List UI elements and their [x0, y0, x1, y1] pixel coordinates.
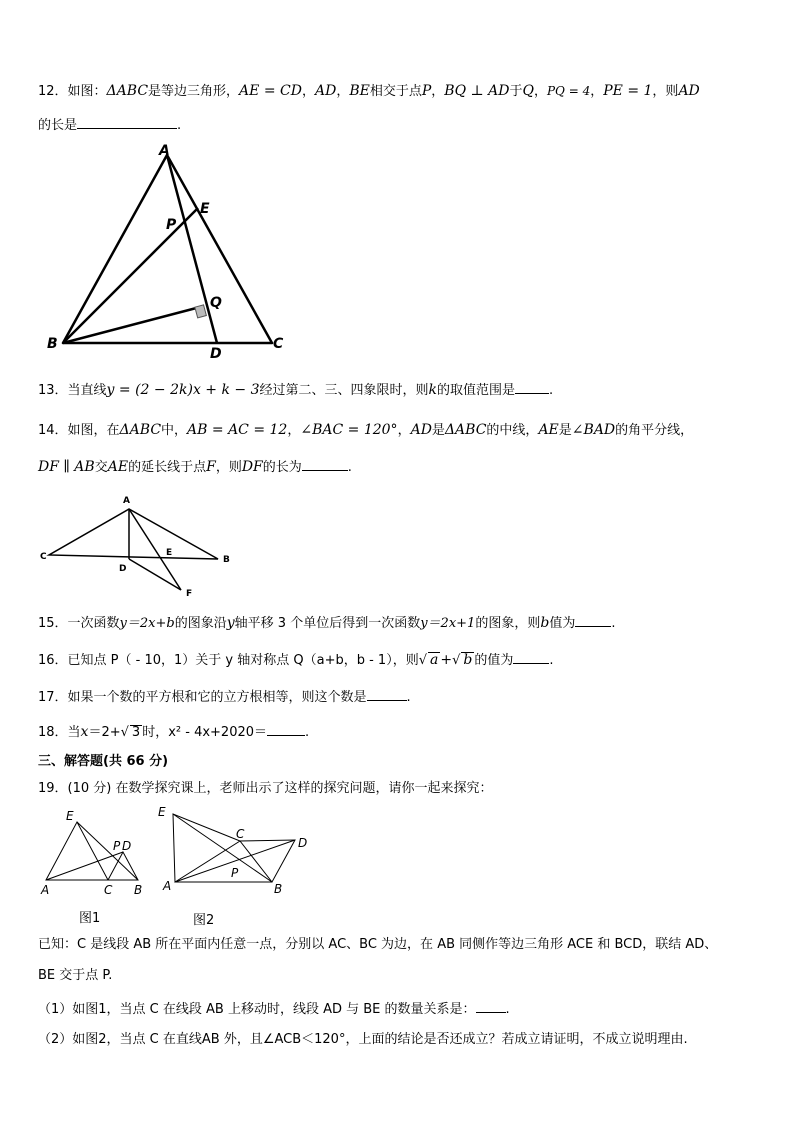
q13: 13．当直线y = (2 − 2k)x + k − 3经过第二、三、四象限时，则k的取值范围是 . — [38, 379, 553, 401]
label-c: C — [273, 336, 284, 352]
answer-blank[interactable] — [575, 612, 611, 627]
figure-caption: 图1 — [79, 911, 101, 926]
q18: 18．当x＝2+√ 3 时，x² - 4x+2020＝ . — [38, 721, 309, 743]
label-e: E — [166, 548, 173, 558]
label-p: P — [113, 839, 121, 853]
segment-be — [63, 208, 198, 343]
label-b: B — [223, 555, 230, 565]
label-d: D — [122, 839, 132, 853]
figure-q14 — [38, 492, 238, 602]
label-p: P — [166, 217, 177, 233]
label-f: F — [186, 589, 193, 599]
label-p: P — [231, 866, 239, 880]
answer-blank[interactable] — [367, 686, 407, 701]
q17: 17．如果一个数的平方根和它的立方根相等，则这个数是 . — [38, 686, 411, 708]
figure-q12 — [40, 140, 300, 360]
label-e: E — [200, 201, 210, 217]
label-d: D — [119, 564, 127, 574]
q19-given-line1: 已知：C 是线段 AB 所在平面内任意一点，分别以 AC、BC 为边，在 AB 同侧作等边三角形 ACE 和 BCD，联结 AD、 — [38, 937, 718, 952]
label-b: B — [274, 882, 283, 896]
answer-blank[interactable] — [302, 456, 348, 471]
q14-line2: DF ∥ AB交AE的延长线于点F，则DF的长为 . — [38, 456, 352, 478]
segment-be — [173, 814, 272, 882]
label-a: A — [163, 879, 172, 893]
label-a: A — [41, 883, 50, 897]
segment-ad — [46, 852, 123, 880]
figure-q19-2 — [155, 802, 315, 902]
label-b: B — [47, 336, 58, 352]
right-angle-mark — [195, 305, 207, 318]
answer-blank[interactable] — [513, 649, 549, 664]
q19-given-line2: BE 交于点 P. — [38, 968, 113, 983]
q15: 15．一次函数y＝2x+b的图象沿y轴平移 3 个单位后得到一次函数y＝2x+1的图象，则b值为 . — [38, 612, 615, 634]
q16: 16．已知点 P（ - 10，1）关于 y 轴对称点 Q（a+b，b - 1），则√ a +√ b 的值为 . — [38, 649, 554, 671]
q12-line1: 12．如图：ΔABC是等边三角形，AE = CD，AD，BE相交于点P，BQ ⊥ AD于Q，PQ = 4，PE = 1，则AD — [38, 83, 700, 99]
label-a: A — [159, 143, 170, 159]
q14-line1: 14．如图，在ΔABC中，AB = AC = 12，∠BAC = 120°，AD是ΔABC的中线，AE是∠BAD的角平分线， — [38, 422, 694, 438]
answer-blank[interactable] — [515, 379, 549, 394]
label-d: D — [210, 346, 222, 362]
q12-line2: 的长是 . — [38, 114, 181, 136]
label-e: E — [66, 809, 74, 823]
label-c: C — [236, 827, 245, 841]
segment-bq — [63, 306, 204, 343]
label-c: C — [40, 552, 47, 562]
label-q: Q — [210, 295, 222, 311]
triangle-ace — [46, 822, 108, 880]
section-heading: 三、解答题(共 66 分) — [38, 754, 169, 769]
segment-df — [129, 559, 181, 590]
answer-blank[interactable] — [267, 721, 305, 736]
triangle-bcd — [240, 840, 295, 882]
q19-heading: 19．(10 分) 在数学探究课上，老师出示了这样的探究问题，请你一起来探究： — [38, 781, 493, 796]
figure-caption: 图2 — [193, 913, 215, 928]
answer-blank[interactable] — [476, 998, 506, 1013]
label-d: D — [298, 836, 308, 850]
label-c: C — [104, 883, 113, 897]
label-e: E — [158, 805, 166, 819]
q19-part2: （2）如图2，当点 C 在直线AB 外，且∠ACB＜120°，上面的结论是否还成立？若成立请证明，不成立说明理由. — [38, 1032, 688, 1047]
triangle-ace — [173, 814, 240, 882]
answer-blank[interactable] — [77, 114, 177, 129]
segment-af — [129, 509, 181, 590]
label-b: B — [134, 883, 143, 897]
figure-q19-1 — [38, 805, 158, 900]
q19-part1: （1）如图1，当点 C 在线段 AB 上移动时，线段 AD 与 BE 的数量关系是： . — [38, 998, 510, 1020]
label-a: A — [123, 496, 130, 506]
